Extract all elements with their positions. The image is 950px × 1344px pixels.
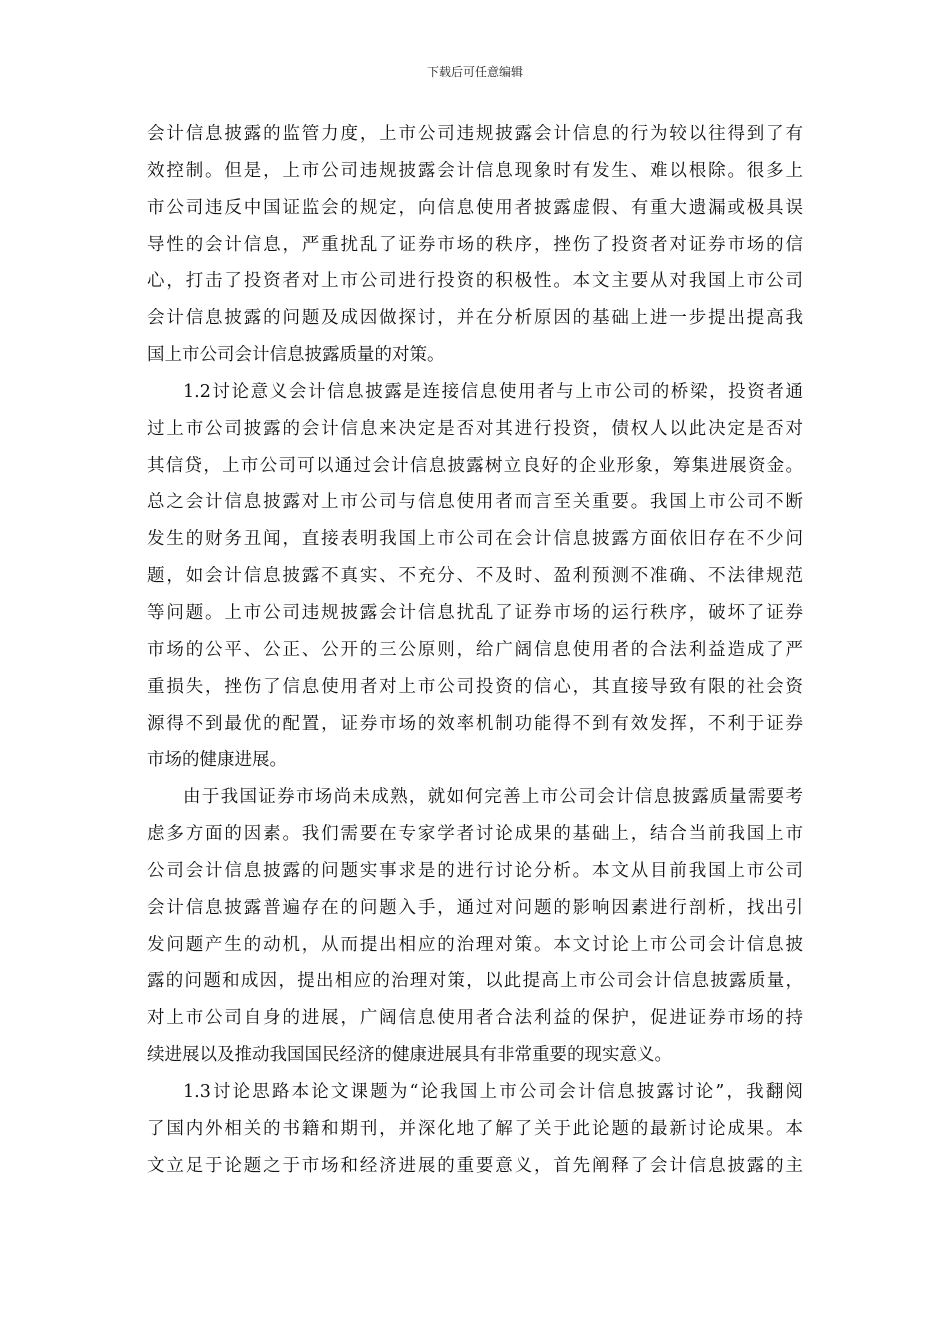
body-text [147, 116, 803, 1184]
text-line: 会计信息披露的问题及成因做探讨，并在分析原因的基础上进一步提出提高我 [147, 308, 803, 329]
text-line: 市公司违反中国证监会的规定，向信息使用者披露虚假、有重大遗漏或极具误 [147, 197, 803, 218]
text-line: 过上市公司披露的会计信息来决定是否对其进行投资，债权人以此决定是否对 [147, 418, 803, 439]
text-line: 国上市公司会计信息披露质量的对策。 [147, 345, 445, 366]
text-line: 对上市公司自身的进展，广阔信息使用者合法利益的保护，促进证券市场的持 [147, 1008, 803, 1029]
text-line: 市场的公平、公正、公开的三公原则，给广阔信息使用者的合法利益造成了严 [147, 639, 803, 660]
text-line: 重损失，挫伤了信息使用者对上市公司投资的信心，其直接导致有限的社会资 [147, 676, 803, 697]
text-line: 等问题。上市公司违规披露会计信息扰乱了证券市场的运行秩序，破坏了证券 [147, 602, 803, 623]
text-line: 露的问题和成因，提出相应的治理对策，以此提高上市公司会计信息披露质量， [147, 971, 803, 992]
text-line: 公司会计信息披露的问题实事求是的进行讨论分析。本文从目前我国上市公司 [147, 860, 803, 881]
text-line: 发生的财务丑闻，直接表明我国上市公司在会计信息披露方面依旧存在不少问 [147, 529, 803, 550]
text-line: 会计信息披露的监管力度，上市公司违规披露会计信息的行为较以往得到了有 [147, 124, 803, 144]
text-line: 源得不到最优的配置，证券市场的效率机制功能得不到有效发挥，不利于证券 [147, 713, 803, 734]
text-line: 虑多方面的因素。我们需要在专家学者讨论成果的基础上，结合当前我国上市 [147, 824, 803, 845]
page-header: 下载后可任意编辑 [426, 65, 523, 79]
text-line: 市场的健康进展。 [147, 750, 287, 771]
paragraph-start-line: 由于我国证券市场尚未成熟，就如何完善上市公司会计信息披露质量需要考 [183, 787, 803, 808]
text-line: 导性的会计信息，严重扰乱了证券市场的秩序，挫伤了投资者对证券市场的信 [147, 234, 803, 255]
text-line: 文立足于论题之于市场和经济进展的重要意义，首先阐释了会计信息披露的主 [147, 1155, 803, 1176]
text-line: 发问题产生的动机，从而提出相应的治理对策。本文讨论上市公司会计信息披 [147, 934, 803, 955]
text-line: 题，如会计信息披露不真实、不充分、不及时、盈利预测不准确、不法律规范 [147, 566, 803, 587]
text-line: 了国内外相关的书籍和期刊，并深化地了解了关于此论题的最新讨论成果。本 [147, 1118, 803, 1139]
text-line: 效控制。但是，上市公司违规披露会计信息现象时有发生、难以根除。很多上 [147, 160, 803, 181]
text-line: 其信贷，上市公司可以通过会计信息披露树立良好的企业形象，筹集进展资金。 [147, 455, 803, 476]
text-line: 总之会计信息披露对上市公司与信息使用者而言至关重要。我国上市公司不断 [147, 492, 803, 513]
text-line: 续进展以及推动我国国民经济的健康进展具有非常重要的现实意义。 [147, 1045, 672, 1066]
text-line: 心，打击了投资者对上市公司进行投资的积极性。本文主要从对我国上市公司 [147, 271, 803, 292]
section-heading-line: 1.2讨论意义会计信息披露是连接信息使用者与上市公司的桥梁，投资者通 [183, 381, 803, 402]
text-line: 会计信息披露普遍存在的问题入手，通过对问题的影响因素进行剖析，找出引 [147, 897, 803, 918]
section-heading-line: 1.3讨论思路本论文课题为“论我国上市公司会计信息披露讨论”，我翻阅 [183, 1081, 803, 1102]
